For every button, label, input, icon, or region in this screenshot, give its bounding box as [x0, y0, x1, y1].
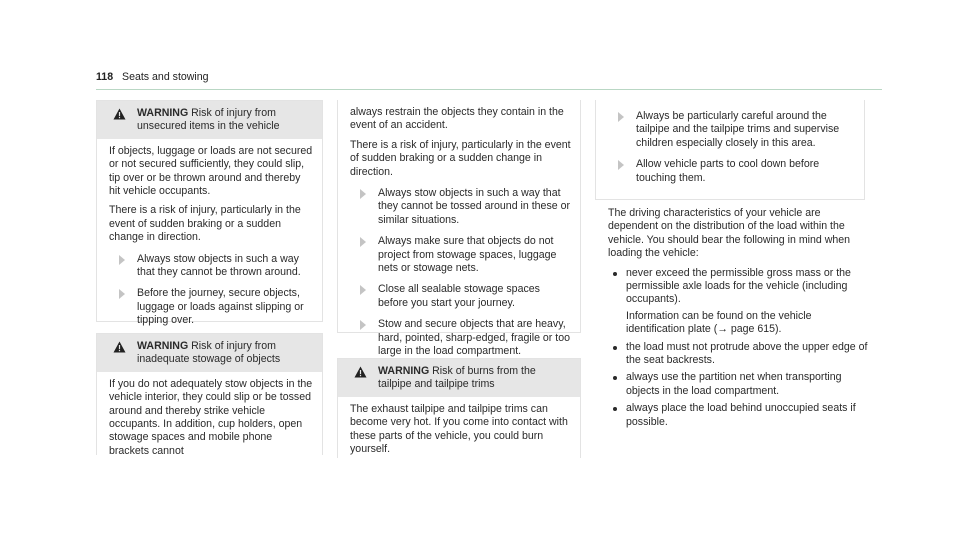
- instruction-text: Always stow objects in such a way that they cannot be thrown around.: [137, 252, 301, 279]
- warning-paragraph: always restrain the objects they contain in the event of an accident.: [350, 106, 564, 132]
- list-item-text: always place the load behind unoccupied seats if possible.: [626, 402, 856, 428]
- warning-paragraph: If objects, luggage or loads are not secured or not secured sufficiently, they could slip, tip over or be thrown around and thereby hit vehicle occupants.: [109, 144, 313, 198]
- warning-body: [338, 100, 580, 375]
- warning-title: Risk of injury from unsecured items in the vehicle: [137, 107, 280, 133]
- instruction-text: Always make sure that objects do not project from stowage spaces, luggage nets or stowage nets.: [378, 235, 557, 275]
- warning-triangle-icon: [113, 341, 126, 353]
- warning-box-inadequate-stowage: [96, 333, 323, 455]
- warning-label: WARNING: [137, 340, 189, 352]
- page-number: 118: [96, 71, 114, 83]
- arrow-bullet-icon: [618, 112, 624, 122]
- bullet-dot: [613, 272, 617, 276]
- warning-title: Risk of burns from the tailpipe and tailpipe trims: [378, 365, 536, 391]
- instruction-step: [109, 287, 314, 327]
- instruction-step: [350, 283, 572, 310]
- bullet-dot: [613, 376, 617, 380]
- instruction-step: [350, 235, 572, 275]
- bullet-dot: [613, 407, 617, 411]
- arrow-bullet-icon: [618, 160, 624, 170]
- warning-body: [596, 100, 864, 201]
- warning-box-tailpipe-burns: [337, 358, 581, 458]
- warning-header: [97, 334, 322, 372]
- instruction-step: [350, 187, 572, 227]
- instruction-text: Allow vehicle parts to cool down before touching them.: [636, 158, 820, 184]
- section-title: Seats and stowing: [122, 71, 209, 83]
- warning-triangle-icon: [113, 108, 126, 120]
- arrow-bullet-icon: [360, 320, 366, 330]
- page-header: [96, 68, 882, 86]
- warning-body: [338, 397, 580, 471]
- list-item-text: the load must not protrude above the upper edge of the seat backrests.: [626, 340, 868, 367]
- list-item-note: Information can be found on the vehicle identification plate (→ page 615).: [626, 309, 812, 336]
- warning-body: [97, 139, 322, 344]
- warning-triangle-icon: [354, 366, 367, 378]
- warning-box-tailpipe-continued: [595, 100, 865, 200]
- arrow-bullet-icon: [360, 285, 366, 295]
- warning-paragraph: There is a risk of injury, particularly in the event of sudden braking or a sudden change in direction.: [350, 138, 571, 178]
- warning-box-unsecured-items: [96, 100, 323, 327]
- instruction-step: [608, 158, 856, 185]
- list-item: [608, 402, 870, 429]
- warning-box-continued: [337, 100, 581, 358]
- instruction-step: [608, 110, 856, 150]
- warning-title: Risk of injury from inadequate stowage of objects: [137, 340, 281, 366]
- instruction-text: Before the journey, secure objects, luggage or loads against slipping or tipping over.: [137, 287, 304, 327]
- arrow-bullet-icon: [119, 289, 125, 299]
- header-divider: [96, 89, 882, 90]
- warning-paragraph: There is a risk of injury, particularly in the event of sudden braking or a sudden change in direction.: [109, 204, 301, 244]
- warning-header: [97, 101, 322, 139]
- instruction-text: Always be particularly careful around the tailpipe and the tailpipe trims and supervise children especially closely in this area.: [636, 110, 840, 149]
- arrow-bullet-icon: [119, 255, 125, 265]
- loading-guidance: [608, 207, 870, 433]
- instruction-step: [109, 253, 314, 280]
- instruction-step: [350, 318, 572, 358]
- warning-body: [97, 372, 322, 472]
- list-item: [608, 371, 870, 398]
- instruction-text: Close all sealable stowage spaces before you start your journey.: [378, 283, 540, 309]
- warning-paragraph: If you do not adequately stow objects in the vehicle interior, they could slip or be tossed around and thereby strike vehicle occupants. In addition, cup holders, open stowage spaces and mobile phone brackets cannot: [109, 377, 313, 457]
- warning-paragraph: The exhaust tailpipe and tailpipe trims can become very hot. If you come into contact with these parts of the vehicle, you could burn yourself.: [350, 402, 568, 456]
- list-item: [608, 341, 870, 368]
- warning-label: WARNING: [137, 107, 189, 119]
- list-item-text: never exceed the permissible gross mass or the permissible axle loads for the vehicle (including occupants).: [626, 266, 851, 306]
- bullet-dot: [613, 346, 617, 350]
- warning-label: WARNING: [378, 365, 430, 377]
- arrow-bullet-icon: [360, 237, 366, 247]
- intro-paragraph: The driving characteristics of your vehicle are dependent on the distribution of the load within the vehicle. You should bear the following in mind when loading the vehicle:: [608, 207, 851, 260]
- warning-header: [338, 359, 580, 397]
- instruction-text: Always stow objects in such a way that they cannot be tossed around in these or similar situations.: [378, 187, 570, 226]
- list-item-text: always use the partition net when transporting objects in the load compartment.: [626, 371, 842, 397]
- instruction-text: Stow and secure objects that are heavy, hard, pointed, sharp-edged, fragile or too large in the load compartment.: [378, 318, 570, 358]
- list-item: [608, 267, 870, 337]
- arrow-bullet-icon: [360, 189, 366, 199]
